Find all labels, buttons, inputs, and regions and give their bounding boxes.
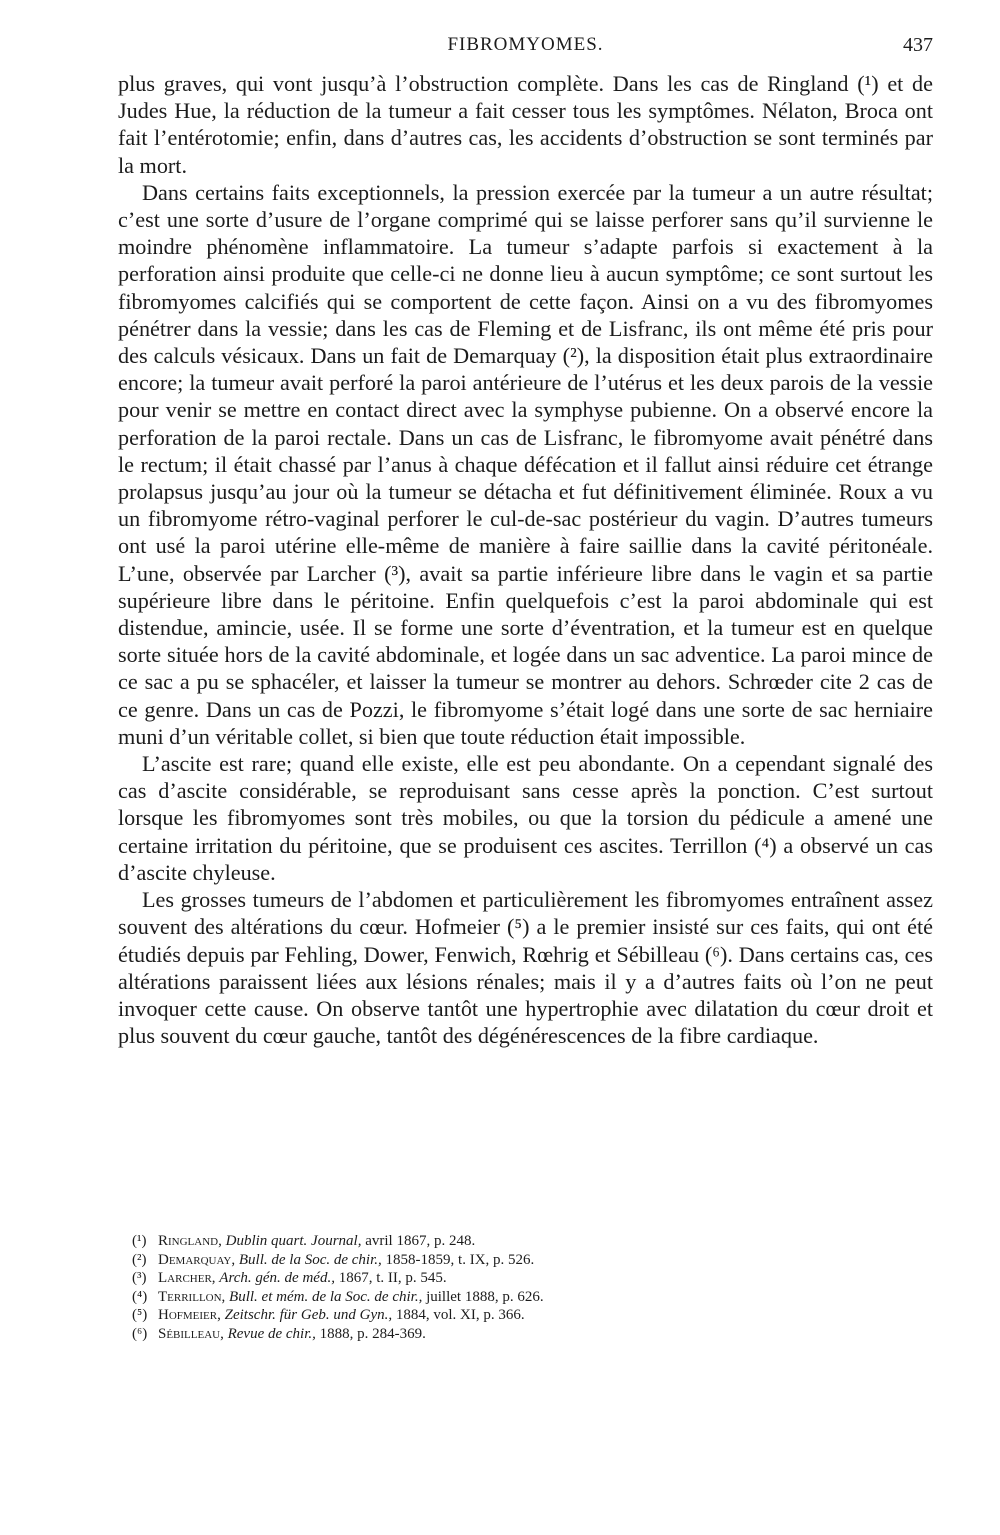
footnote-5 [132, 1306, 932, 1325]
footnote-4 [132, 1288, 932, 1307]
footnote-6 [132, 1325, 932, 1344]
paragraph-ascite: L’ascite est rare; quand elle existe, elle est peu abondante. On a cependant signalé des cas d’ascite considérable, se reproduisant sans cesse après la ponction. C’est surtout lorsque les fibromyomes sont très mobiles, ou que la torsion du pédicule a amené une certaine irritation du péritoine, que se produisent ces ascites. Terrillon (⁴) a observé un cas d’ascite chyleuse. [118, 751, 933, 885]
footnote-number: (⁶) [132, 1325, 148, 1342]
footnote-details: 1884, vol. XI, p. 366. [392, 1307, 525, 1324]
page-number: 437 [903, 34, 933, 56]
body-text [118, 70, 933, 1049]
footnote-author: Hofmeier, [158, 1307, 221, 1324]
footnote-journal: Zeitschr. für Geb. und Gyn., [224, 1307, 393, 1324]
footnote-details: 1888, p. 284-369. [315, 1325, 426, 1342]
footnote-details: avril 1867, p. 248. [361, 1233, 476, 1249]
footnote-number: (⁵) [132, 1307, 148, 1324]
footnote-details: juillet 1888, p. 626. [422, 1288, 544, 1305]
footnote-details: 1858-1859, t. IX, p. 526. [381, 1251, 535, 1268]
footnote-author: Sébilleau, [158, 1325, 224, 1342]
footnote-number: (⁴) [132, 1288, 148, 1305]
footnote-author: Demarquay, [158, 1251, 236, 1268]
footnote-journal: Arch. gén. de méd., [219, 1270, 335, 1287]
footnote-number: (²) [132, 1251, 147, 1268]
footnote-number: (¹) [132, 1233, 147, 1249]
footnote-2 [132, 1251, 932, 1270]
paragraph-perforation: Dans certains faits exceptionnels, la pression exercée par la tumeur a un autre résultat; c’est une sorte d’usure de l’organe comprimé qui se laisse perforer sans qu’il survienne le moindre phénomène inflammatoire. La tumeur s’adapte parfois si exactement à la perforation ainsi produite que celle-ci ne donne lieu à aucun symptôme; ce sont surtout les fibromyomes calcifiés qui se comportent de cette façon. Ainsi on a vu des fibromyomes pénétrer dans la vessie; dans les cas de Fleming et de Lisfranc, ils ont même été pris pour des calculs vésicaux. Dans un fait de Demarquay (²), la disposition était plus extraordinaire encore; la tumeur avait perforé la paroi antérieure de l’utérus et les deux parois de la vessie pour venir se mettre en contact direct avec la symphyse pubienne. On a observé encore la perforation de la paroi rectale. Dans un cas de Lisfranc, le fibromyome avait pénétré dans le rectum; il était chassé par l’anus à chaque défécation et il fallut ainsi réduire cet étrange prolapsus jusqu’au jour où la tumeur se détacha et fut définitivement éliminée. Roux a vu un fibromyome rétro-vaginal perforer le cul-de-sac postérieur du vagin. D’autres tumeurs ont usé la paroi utérine elle-même de manière à faire saillie dans la cavité péritonéale. L’une, observée par Larcher (³), avait sa partie inférieure libre dans le vagin et sa partie supérieure libre dans le péritoine. Enfin quelquefois c’est la paroi abdominale qui est distendue, amincie, usée. Il se forme une sorte d’éventration, et la tumeur est en quelque sorte située hors de la cavité abdominale, et logée dans un sac adventice. La paroi mince de ce sac a pu se sphacéler, et laisser la tumeur se montrer au dehors. Schrœder cite 2 cas de ce genre. Dans un cas de Pozzi, le fibromyome s’était logé dans une sorte de sac herniaire muni d’un véritable collet, si bien que toute réduction était impossible. [118, 179, 933, 749]
footnote-1 [132, 1232, 932, 1251]
footnote-author: Terrillon, [158, 1288, 226, 1305]
footnote-author: Larcher, [158, 1270, 216, 1287]
footnote-journal: Revue de chir., [227, 1325, 316, 1342]
footnote-3 [132, 1269, 932, 1288]
footnote-number: (³) [132, 1270, 147, 1287]
footnote-details: 1867, t. II, p. 545. [334, 1270, 447, 1287]
running-title: FIBROMYOMES. [447, 34, 604, 55]
footnote-journal: Bull. de la Soc. de chir., [238, 1251, 382, 1268]
footnote-journal: Bull. et mém. de la Soc. de chir., [229, 1288, 423, 1305]
footnote-journal: Dublin quart. Journal, [225, 1233, 362, 1249]
footnotes [132, 1232, 932, 1344]
paragraph-continuation: plus graves, qui vont jusqu’à l’obstruction complète. Dans les cas de Ringland (¹) et de Judes Hue, la réduction de la tumeur a fait cesser tous les symptômes. Nélaton, Broca ont fait l’entérotomie; enfin, dans d’autres cas, les accidents d’obstruction se sont terminés par la mort. [118, 71, 933, 178]
footnote-author: Ringland, [158, 1233, 222, 1249]
running-head [118, 34, 933, 62]
paragraph-coeur: Les grosses tumeurs de l’abdomen et particulièrement les fibromyomes entraînent assez souvent des altérations du cœur. Hofmeier (⁵) a le premier insisté sur ces faits, qui ont été étudiés depuis par Fehling, Dower, Fenwich, Rœhrig et Sébilleau (⁶). Dans certains cas, ces altérations paraissent liées aux lésions rénales; mais il y a d’autres faits où l’on ne peut invoquer cette cause. On observe tantôt une hypertrophie avec dilatation du cœur droit et plus souvent du cœur gauche, tantôt des dégénérescences de la fibre cardiaque. [118, 887, 933, 1049]
